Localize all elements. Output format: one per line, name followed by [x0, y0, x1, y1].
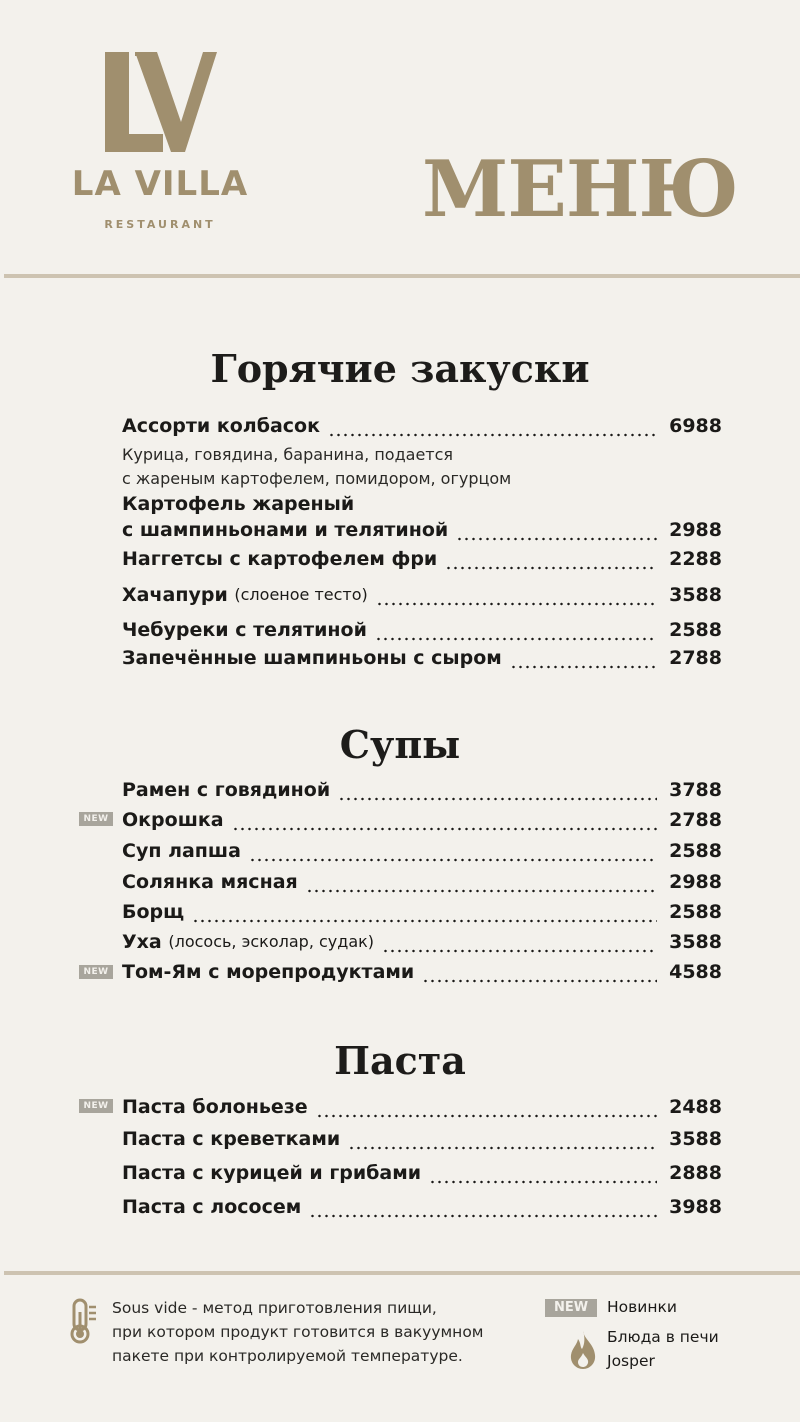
menu-item[interactable]: [122, 516, 722, 544]
menu-item[interactable]: [122, 1193, 722, 1221]
item-price: 4588: [669, 961, 722, 983]
brand-name: LA VILLA: [71, 164, 249, 204]
item-name: Наггетсы с картофелем фри: [122, 548, 438, 570]
header-divider: [4, 274, 800, 278]
item-description: [122, 443, 662, 491]
note-line: пакете при контролируемой температуре.: [112, 1347, 463, 1365]
note-line: Sous vide - метод приготовления пищи,: [112, 1299, 437, 1317]
footer-divider: [4, 1271, 800, 1275]
item-price: 2988: [669, 519, 722, 541]
item-name: Солянка мясная: [122, 871, 298, 893]
item-name: Ассорти колбасок: [122, 415, 320, 437]
menu-item[interactable]: [122, 928, 722, 956]
thermometer-icon: [67, 1298, 99, 1344]
description-line: Курица, говядина, баранина, подается: [122, 445, 454, 464]
new-badge: NEW: [79, 965, 113, 979]
note-line: при котором продукт готовится в вакуумном: [112, 1323, 484, 1341]
menu-item[interactable]: [122, 581, 722, 609]
leader-dots: [338, 776, 657, 804]
menu-item[interactable]: [122, 616, 722, 644]
item-price: 2288: [669, 548, 722, 570]
menu-item[interactable]: [122, 868, 722, 896]
menu-item[interactable]: [122, 837, 722, 865]
menu-item[interactable]: [122, 806, 722, 834]
menu-item[interactable]: [122, 545, 722, 573]
flame-icon: [568, 1330, 598, 1370]
item-price: 2988: [669, 871, 722, 893]
leader-dots: [309, 1193, 657, 1221]
item-name: Хачапури: [122, 584, 228, 606]
menu-item[interactable]: [122, 412, 722, 440]
item-name: Борщ: [122, 901, 185, 923]
menu-item[interactable]: [122, 898, 722, 926]
leader-dots: [249, 837, 657, 865]
menu-item[interactable]: [122, 644, 722, 672]
item-name: Уха: [122, 931, 162, 953]
leader-dots: [429, 1159, 657, 1187]
item-name: Паста болоньезе: [122, 1096, 308, 1118]
item-name: Суп лапша: [122, 840, 241, 862]
section-title-soups: Супы: [339, 722, 461, 767]
sous-vide-note: [112, 1296, 532, 1368]
item-name-line1: Картофель жареный: [122, 493, 355, 515]
menu-item[interactable]: [122, 958, 722, 986]
new-badge: NEW: [79, 812, 113, 826]
item-note: (лосось, эсколар, судак): [168, 932, 375, 951]
josper-line: Josper: [607, 1352, 655, 1370]
josper-line: Блюда в печи: [607, 1328, 719, 1346]
leader-dots: [232, 806, 658, 834]
item-price: 2788: [669, 809, 722, 831]
page-title: МЕНЮ: [422, 144, 738, 235]
item-note: (слоеное тесто): [234, 585, 368, 604]
item-price: 3588: [669, 1128, 722, 1150]
item-price: 3788: [669, 779, 722, 801]
leader-dots: [328, 412, 657, 440]
leader-dots: [422, 958, 657, 986]
item-name: Окрошка: [122, 809, 224, 831]
item-price: 6988: [669, 415, 722, 437]
item-price: 2588: [669, 619, 722, 641]
item-name: Паста с лососем: [122, 1196, 302, 1218]
menu-item[interactable]: [122, 776, 722, 804]
item-name: Том-Ям с морепродуктами: [122, 961, 415, 983]
description-line: с жареным картофелем, помидором, огурцом: [122, 469, 512, 488]
leader-dots: [510, 644, 657, 672]
item-price: 3988: [669, 1196, 722, 1218]
leader-dots: [306, 868, 657, 896]
brand-subtitle: RESTAURANT: [104, 218, 216, 231]
item-name: Чебуреки с телятиной: [122, 619, 367, 641]
item-price: 3588: [669, 584, 722, 606]
item-name: Паста с креветками: [122, 1128, 341, 1150]
item-price: 2488: [669, 1096, 722, 1118]
legend-josper-label: [607, 1325, 757, 1373]
item-name: с шампиньонами и телятиной: [122, 519, 449, 541]
leader-dots: [445, 545, 657, 573]
item-name: Паста с курицей и грибами: [122, 1162, 422, 1184]
item-price: 2588: [669, 840, 722, 862]
leader-dots: [316, 1093, 657, 1121]
lv-monogram: [105, 52, 217, 156]
menu-item[interactable]: [122, 1093, 722, 1121]
leader-dots: [376, 581, 657, 609]
item-price: 2588: [669, 901, 722, 923]
item-name: Рамен с говядиной: [122, 779, 331, 801]
section-title-pasta: Паста: [334, 1038, 466, 1083]
legend-new-label: Новинки: [607, 1298, 677, 1316]
section-title-hot-appetizers: Горячие закуски: [210, 346, 590, 391]
new-badge: NEW: [79, 1099, 113, 1113]
legend-new-badge: NEW: [545, 1299, 597, 1317]
item-price: 2888: [669, 1162, 722, 1184]
menu-item[interactable]: [122, 1159, 722, 1187]
item-price: 3588: [669, 931, 722, 953]
leader-dots: [375, 616, 657, 644]
menu-item[interactable]: [122, 1125, 722, 1153]
item-name: Запечённые шампиньоны с сыром: [122, 647, 502, 669]
leader-dots: [456, 516, 657, 544]
leader-dots: [348, 1125, 657, 1153]
leader-dots: [382, 928, 657, 956]
leader-dots: [192, 898, 657, 926]
item-price: 2788: [669, 647, 722, 669]
restaurant-logo: [55, 52, 265, 237]
